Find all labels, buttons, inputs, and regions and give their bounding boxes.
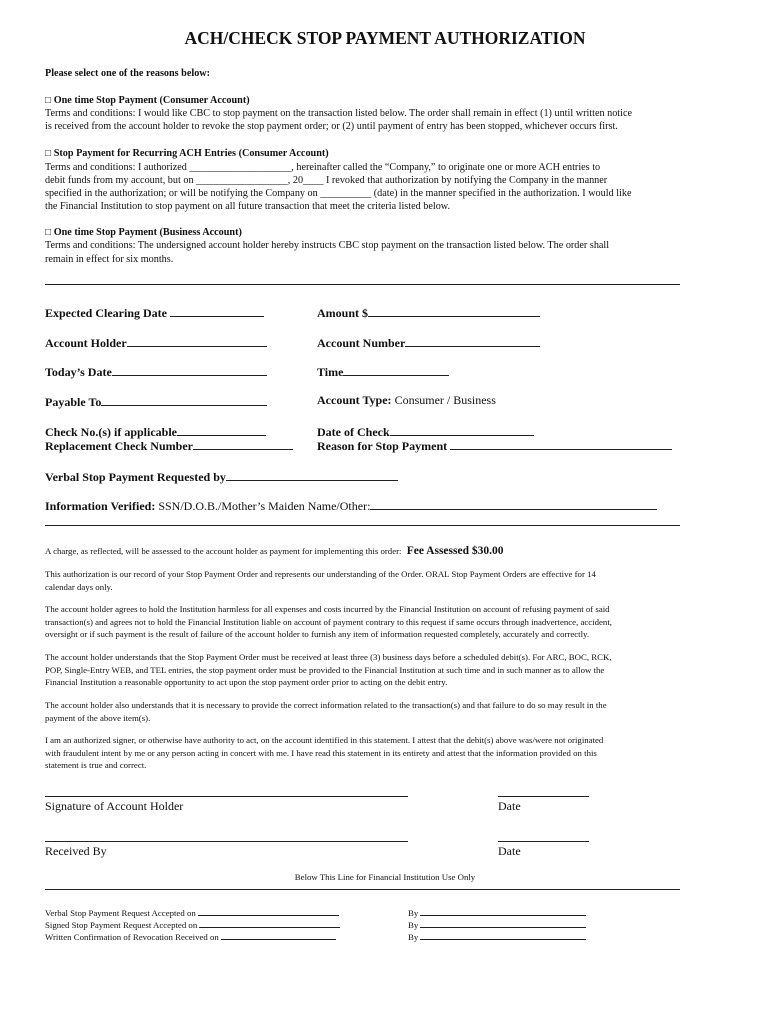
paragraph-line: transaction(s) and agrees not to hold the Financial Institution liable on account of payment contrary to this request if same occurs through inadvertence, accident, — [45, 617, 612, 627]
received-by-line[interactable] — [45, 841, 408, 842]
signature-label: Signature of Account Holder — [45, 799, 184, 813]
fi-use-heading: Below This Line for Financial Institution Use Only — [294, 872, 476, 882]
date-label: Date — [498, 844, 521, 858]
field-line[interactable] — [193, 437, 293, 450]
option-heading: One time Stop Payment (Business Account) — [53, 227, 242, 238]
expected-clearing-date-field[interactable] — [45, 304, 264, 321]
date-line[interactable] — [498, 841, 589, 842]
field-label: By — [408, 932, 419, 942]
field-line[interactable] — [101, 393, 267, 406]
fi-by-field[interactable] — [408, 906, 586, 918]
paragraph-line: oversight or if such payment is the result of failure of the account holder to furnish any item of information requested completely, accurately and correctly. — [45, 629, 590, 639]
checkbox-icon[interactable]: □ — [45, 227, 52, 238]
option-terms: Terms and conditions: The undersigned account holder hereby instructs CBC stop payment on the transaction listed below. The order shall — [45, 240, 610, 251]
field-label: Signed Stop Payment Request Accepted on — [45, 920, 198, 930]
option-terms: the Financial Institution to stop payment on all future transaction that meet the criteria listed below. — [45, 201, 451, 212]
field-line[interactable] — [450, 437, 672, 450]
field-label: Today’s Date — [45, 365, 112, 379]
field-line[interactable] — [420, 918, 586, 928]
reason-field[interactable] — [317, 437, 672, 454]
info-verified-options: SSN/D.O.B./Mother’s Maiden Name/Other: — [158, 499, 371, 513]
field-line-continued[interactable] — [45, 525, 680, 526]
fi-written-field[interactable] — [45, 930, 336, 942]
divider — [45, 284, 680, 285]
date-line[interactable] — [498, 796, 589, 797]
information-verified-field[interactable] — [45, 497, 657, 514]
checkbox-icon[interactable]: □ — [45, 148, 52, 159]
paragraph-line: Financial Institution a reasonable opportunity to act upon the stop payment order prior to acting on the debit entry. — [45, 677, 448, 687]
field-line[interactable] — [127, 334, 267, 347]
field-label: Reason for Stop Payment — [317, 439, 448, 453]
field-label: Account Holder — [45, 336, 127, 350]
field-line[interactable] — [420, 906, 586, 916]
field-label: Time — [317, 365, 344, 379]
replacement-check-field[interactable] — [45, 437, 293, 454]
payable-to-field[interactable] — [45, 393, 267, 410]
account-type-options[interactable]: Consumer / Business — [394, 393, 496, 407]
fee-amount: Fee Assessed $30.00 — [406, 545, 504, 557]
paragraph-line: statement is true and correct. — [45, 760, 147, 770]
fee-text: A charge, as reflected, will be assessed to the account holder as payment for implementing this order: — [45, 546, 402, 556]
option-terms: debit funds from my account, but on __________________, 20____ I revoked that authorization by notifying the Company in the manner — [45, 175, 608, 186]
account-number-field[interactable] — [317, 334, 540, 351]
fi-by-field[interactable] — [408, 918, 586, 930]
amount-field[interactable] — [317, 304, 540, 321]
verbal-requested-field[interactable] — [45, 468, 398, 485]
field-label: Information Verified: — [45, 499, 156, 513]
account-holder-field[interactable] — [45, 334, 267, 351]
option-business-one-time[interactable] — [45, 227, 242, 238]
field-line[interactable] — [368, 304, 540, 317]
field-line[interactable] — [177, 423, 266, 436]
field-line[interactable] — [170, 304, 264, 317]
option-heading: One time Stop Payment (Consumer Account) — [53, 95, 250, 106]
account-type-field[interactable] — [317, 393, 496, 408]
todays-date-field[interactable] — [45, 363, 267, 380]
fee-statement — [45, 545, 504, 557]
option-terms: remain in effect for six months. — [45, 254, 174, 265]
fi-verbal-field[interactable] — [45, 906, 339, 918]
field-line[interactable] — [390, 423, 534, 436]
field-line[interactable] — [420, 930, 586, 940]
paragraph-line: The account holder agrees to hold the Institution harmless for all expenses and costs incurred by the Financial Institution on account of refusing payment of said — [45, 604, 610, 614]
field-line[interactable] — [343, 363, 449, 376]
field-line[interactable] — [198, 906, 339, 916]
paragraph-line: The account holder understands that the Stop Payment Order must be received at least three (3) business days before a scheduled debit(s). For ARC, BOC, RCK, — [45, 652, 612, 662]
paragraph-line: with fraudulent intent by me or any person acting in concert with me. I have read this statement in its entirety and attest that the information provided on this — [45, 748, 597, 758]
field-label: Check No.(s) if applicable — [45, 425, 177, 439]
paragraph-line: POP, Single-Entry WEB, and TEL entries, the stop payment order must be provided to the Financial Institution at such time and in such manner as to allow the — [45, 665, 605, 675]
paragraph-line: The account holder also understands that it is necessary to provide the correct information related to the transaction(s) and that failure to do so may result in the — [45, 700, 607, 710]
field-label: Replacement Check Number — [45, 439, 193, 453]
intro-text: Please select one of the reasons below: — [45, 68, 211, 79]
field-line[interactable] — [370, 497, 657, 510]
option-terms: Terms and conditions: I authorized ____________________, hereinafter called the “Company,” to originate one or more ACH entries to — [45, 162, 601, 173]
field-line[interactable] — [226, 468, 398, 481]
field-label: Verbal Stop Payment Request Accepted on — [45, 908, 196, 918]
field-line[interactable] — [112, 363, 267, 376]
date-label: Date — [498, 799, 521, 813]
field-line[interactable] — [405, 334, 540, 347]
field-label: Amount $ — [317, 306, 369, 320]
signature-line[interactable] — [45, 796, 408, 797]
option-heading: Stop Payment for Recurring ACH Entries (Consumer Account) — [53, 148, 329, 159]
time-field[interactable] — [317, 363, 449, 380]
field-label: By — [408, 908, 419, 918]
field-label: By — [408, 920, 419, 930]
paragraph-line: This authorization is our record of your Stop Payment Order and represents our understanding of the Order. ORAL Stop Payment Orders are effective for 14 — [45, 569, 596, 579]
field-line[interactable] — [221, 930, 336, 940]
field-line[interactable] — [199, 918, 340, 928]
field-label: Verbal Stop Payment Requested by — [45, 470, 226, 484]
checkbox-icon[interactable]: □ — [45, 95, 52, 106]
option-terms: is received from the account holder to revoke the stop payment order; or (2) until payment of entry has been stopped, whichever occurs first. — [45, 121, 618, 132]
field-label: Expected Clearing Date — [45, 306, 167, 320]
field-label: Date of Check — [317, 425, 390, 439]
received-by-label: Received By — [45, 844, 107, 858]
paragraph-line: calendar days only. — [45, 582, 113, 592]
divider — [45, 889, 680, 890]
fi-by-field[interactable] — [408, 930, 586, 942]
option-consumer-one-time[interactable] — [45, 95, 250, 106]
option-terms: Terms and conditions: I would like CBC to stop payment on the transaction listed below. The order shall remain in effect (1) until written notice — [45, 108, 633, 119]
page-title: ACH/CHECK STOP PAYMENT AUTHORIZATION — [184, 28, 586, 48]
field-label: Account Number — [317, 336, 406, 350]
option-recurring-ach[interactable] — [45, 148, 329, 159]
field-label: Payable To — [45, 395, 102, 409]
fi-signed-field[interactable] — [45, 918, 340, 930]
paragraph-line: I am an authorized signer, or otherwise have authority to act, on the account identified in this statement. I attest that the debit(s) above was/were not originated — [45, 735, 604, 745]
field-label: Written Confirmation of Revocation Received on — [45, 932, 219, 942]
paragraph-line: payment of the above item(s). — [45, 713, 151, 723]
field-label: Account Type: — [317, 393, 392, 407]
option-terms: specified in the authorization; or will be notifying the Company on __________ (date) in the manner specified in the authorization. I would like — [45, 188, 632, 199]
